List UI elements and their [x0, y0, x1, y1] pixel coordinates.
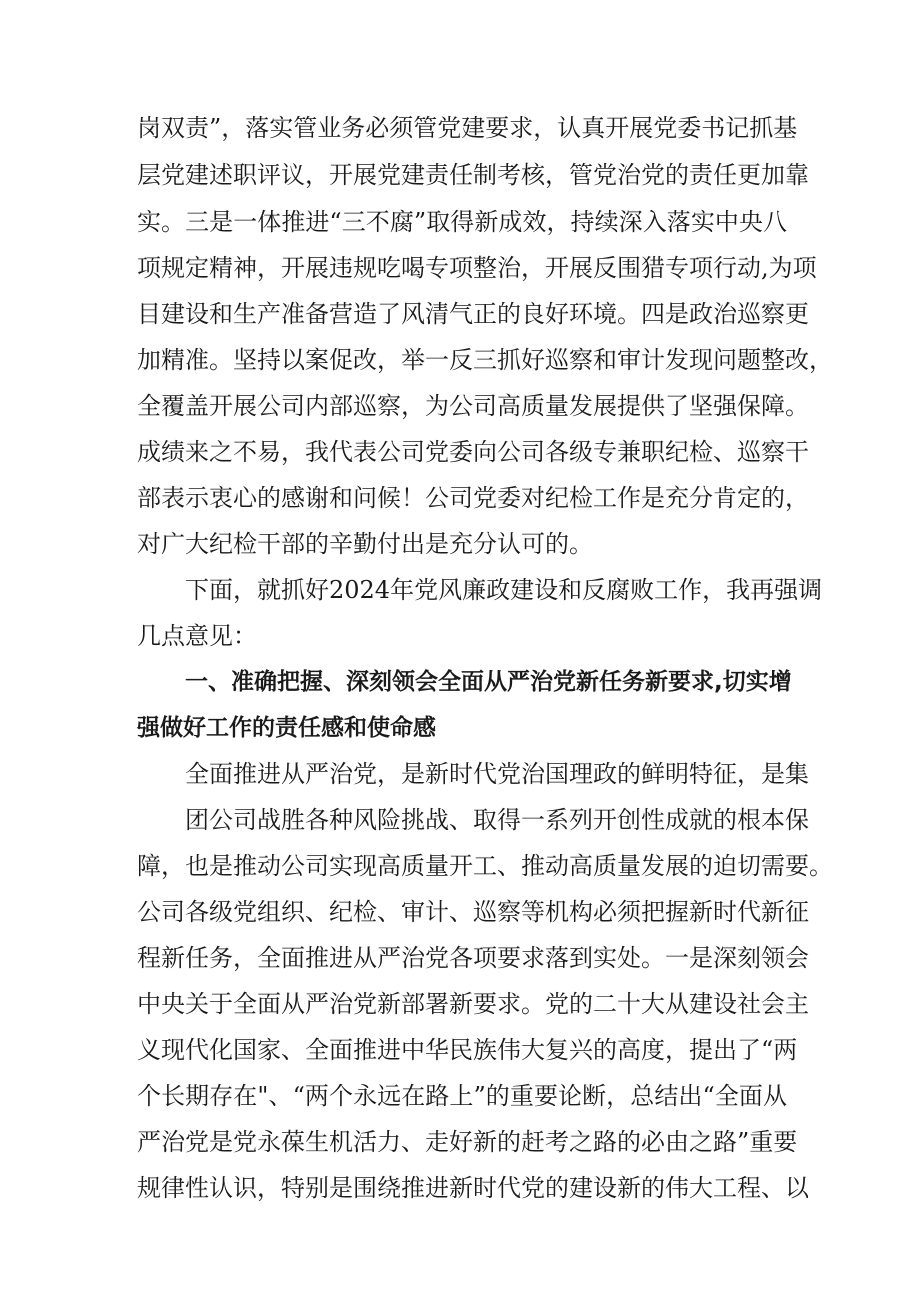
body-text-line: 层党建述职评议，开展党建责任制考核，管党治党的责任更加靠	[137, 161, 809, 189]
body-text-line: 实。三是一体推进“三不腐”取得新成效，持续深入落实中央八	[137, 208, 787, 236]
body-text-line: 障，也是推动公司实现高质量开工、推动高质量发展的迫切需要。	[137, 852, 833, 880]
section-heading-line: 一、准确把握、深刻领会全面从严治党新任务新要求,切实增	[185, 669, 792, 695]
body-text-line: 程新任务，全面推进从严治党各项要求落到实处。一是深刻领会	[137, 944, 809, 972]
body-text-line: 团公司战胜各种风险挑战、取得一系列开创性成就的根本保	[185, 806, 809, 834]
body-text-line: 加精准。坚持以案促改，举一反三抓好巡察和审计发现问题整改，	[137, 346, 833, 374]
body-text-line: 严治党是党永葆生机活力、走好新的赶考之路的必由之路”重要	[137, 1128, 798, 1156]
body-text-line: 岗双责”，落实管业务必须管党建要求，认真开展党委书记抓基	[137, 114, 798, 142]
body-text-line: 对广大纪检干部的辛勤付出是充分认可的。	[137, 530, 593, 558]
body-text-line: 义现代化国家、全面推进中华民族伟大复兴的高度，提出了“两	[137, 1036, 798, 1064]
body-text-line: 下面，就抓好2024年党风廉政建设和反腐败工作，我再强调	[185, 576, 823, 604]
body-text-line: 成绩来之不易，我代表公司党委向公司各级专兼职纪检、巡察干	[137, 438, 809, 466]
body-text-line: 部表示衷心的感谢和问候！公司党委对纪检工作是充分肯定的，	[137, 484, 809, 512]
body-text-line: 全面推进从严治党，是新时代党治国理政的鲜明特征，是集	[185, 760, 809, 788]
body-text-line: 全覆盖开展公司内部巡察，为公司高质量发展提供了坚强保障。	[137, 392, 809, 420]
body-text-line: 公司各级党组织、纪检、审计、巡察等机构必须把握新时代新征	[137, 898, 809, 926]
body-text-line: 几点意见：	[137, 622, 257, 650]
body-text-line: 项规定精神，开展违规吃喝专项整治，开展反围猎专项行动,为项	[137, 254, 817, 282]
body-text-line: 中央关于全面从严治党新部署新要求。党的二十大从建设社会主	[137, 990, 809, 1018]
body-text-line: 规律性认识，特别是围绕推进新时代党的建设新的伟大工程、以	[137, 1174, 809, 1202]
body-text-line: 个长期存在"、“两个永远在路上”的重要论断，总结出“全面从	[137, 1082, 787, 1110]
section-heading-line: 强做好工作的责任感和使命感	[137, 715, 436, 741]
body-text-line: 目建设和生产准备营造了风清气正的良好环境。四是政治巡察更	[137, 300, 809, 328]
